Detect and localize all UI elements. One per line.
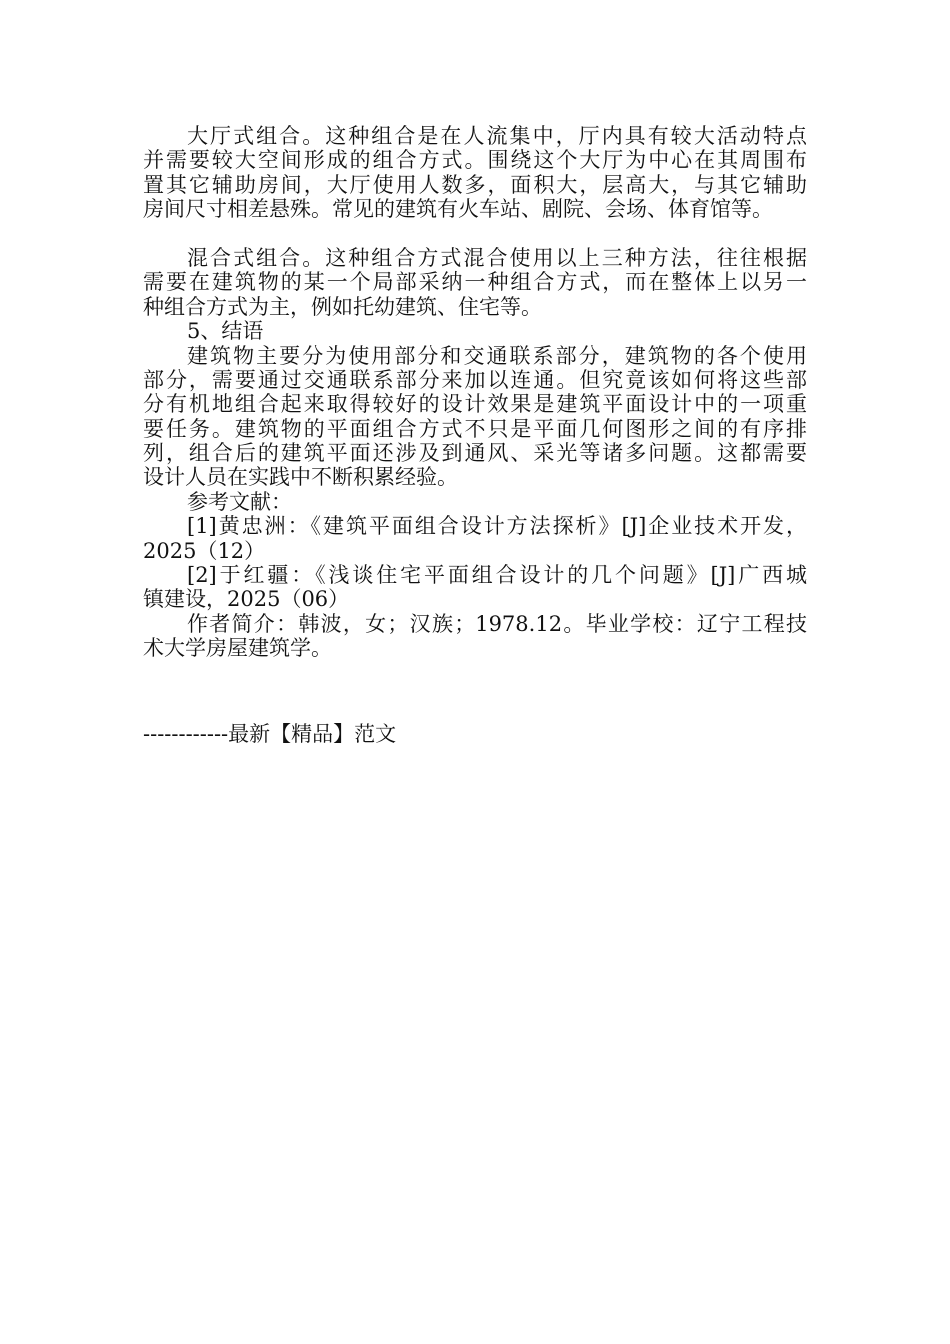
paragraph-hall-combination — [143, 124, 807, 222]
author-bio — [143, 612, 807, 661]
text-line: 分有机地组合起来取得较好的设计效果是建筑平面设计中的一项重 — [143, 392, 807, 417]
text-line: 要任务。建筑物的平面组合方式不只是平面几何图形之间的有序排 — [143, 416, 807, 441]
reference-1 — [143, 514, 807, 563]
paragraph-gap — [143, 222, 807, 246]
text-line: 作者简介：韩波，女；汉族；1978.12。毕业学校：辽宁工程技 — [187, 611, 807, 636]
text-line: 需要在建筑物的某一个局部采纳一种组合方式，而在整体上以另一 — [143, 270, 807, 295]
text-line: 种组合方式为主，例如托幼建筑、住宅等。 — [143, 294, 542, 319]
text-line: 置其它辅助房间，大厅使用人数多，面积大，层高大，与其它辅助 — [143, 172, 807, 197]
section-heading-conclusion: 5、结语 — [187, 319, 264, 344]
text-line: 设计人员在实践中不断积累经验。 — [143, 465, 458, 490]
text-line: 并需要较大空间形成的组合方式。围绕这个大厅为中心在其周围布 — [143, 148, 807, 173]
text-line: 大厅式组合。这种组合是在人流集中，厅内具有较大活动特点 — [187, 124, 807, 148]
text-line: [1]黄忠洲：《建筑平面组合设计方法探析》[J]企业技术开发， — [187, 514, 807, 539]
text-line: 镇建设，2025（06） — [143, 587, 350, 612]
section-heading-references: 参考文献： — [187, 489, 292, 514]
footer-tagline: ------------最新【精品】范文 — [143, 722, 397, 746]
paragraph-conclusion — [143, 344, 807, 490]
text-line: 房间尺寸相差悬殊。常见的建筑有火车站、剧院、会场、体育馆等。 — [143, 197, 773, 222]
text-line: 列，组合后的建筑平面还涉及到通风、采光等诸多问题。这都需要 — [143, 441, 807, 466]
text-line: 混合式组合。这种组合方式混合使用以上三种方法，往往根据 — [187, 245, 807, 270]
paragraph-mixed-combination — [143, 246, 807, 319]
text-line: [2]于红疆：《浅谈住宅平面组合设计的几个问题》[J]广西城 — [187, 563, 807, 588]
reference-2 — [143, 563, 807, 612]
text-line: 2025（12） — [143, 538, 266, 563]
document-body — [143, 124, 807, 661]
text-line: 术大学房屋建筑学。 — [143, 636, 332, 661]
text-line: 建筑物主要分为使用部分和交通联系部分，建筑物的各个使用 — [187, 343, 807, 368]
text-line: 部分，需要通过交通联系部分来加以连通。但究竟该如何将这些部 — [143, 367, 807, 392]
